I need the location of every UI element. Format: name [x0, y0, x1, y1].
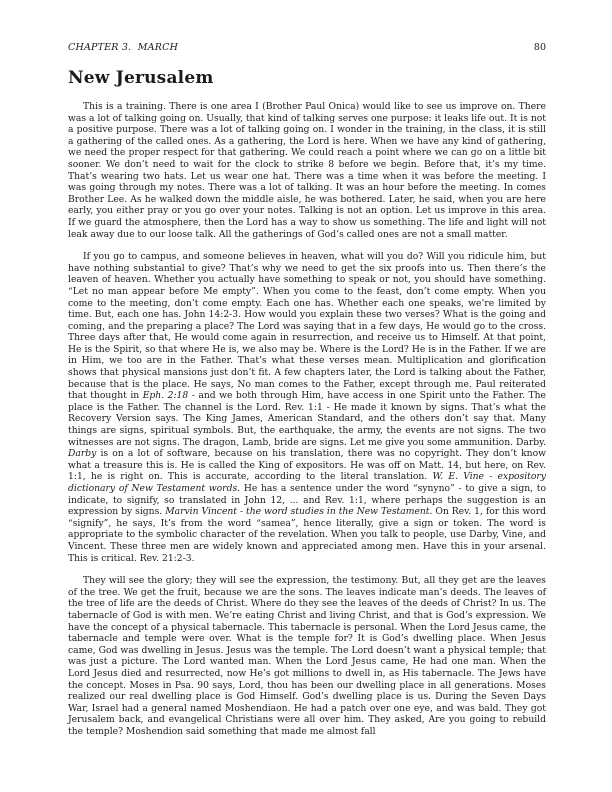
document-body [68, 101, 546, 737]
italic-text-run: Eph. 2:18 [142, 390, 189, 402]
italic-text-run: Marvin Vincent - the word studies in the New Testament. [165, 506, 433, 518]
text-run: He has a sentence under the word “synyno” - to give a sign, to indicate, to signify, so translated in John 12, ... and Rev. 1:1, where perhaps the suggestion is an expression by signs. [68, 483, 546, 518]
paragraph [68, 575, 546, 737]
text-run: They will see the glory; they will see the expression, the testimony. But, all they get are the leaves of the tree. We get the fruit, because we are the sons. The leaves indicate man’s deeds. The leaves of the tree of life are the deeds of Christ. Where do they see the leaves of the deeds of Christ? In us. The tabernacle of God is with men. We’re eating Christ and living Christ, and that is God’s expression. We have the concept of a physical tabernacle. This tabernacle is personal. When the Lord Jesus came, the tabernacle and temple were over. What is the temple for? It is God’s dwelling place. When Jesus came, God was dwelling in Jesus. Jesus was the temple. The Lord doesn’t want a physical temple; that was just a picture. The Lord wanted man. When the Lord Jesus came, He had one man. When the Lord Jesus died and resurrected, now He’s got millions to dwell in, as His tabernacle. The Jews have the concept. Moses in Psa. 90 says, Lord, thou has been our dwelling place in all generations. Moses realized our real dwelling place is God Himself. God’s dwelling place is us. During the Seven Days War, Israel had a general named Moshendiaon. He had a patch over one eye, and was bald. They got Jerusalem back, and evangelical Christians were all over him. They asked, Are you going to rebuild the temple? Moshendion said something that made me almost fall [68, 575, 546, 737]
italic-text-run: Darby [68, 448, 97, 460]
page-title: New Jerusalem [68, 68, 214, 88]
paragraph [68, 101, 546, 240]
text-run: - and we both through Him, have access in one Spirit unto the Father. The place is the Father. The channel is the Lord. Rev. 1:1 - He made it known by signs. That’s what the Recovery Version says. The King James, American Standard, and the others don’t say that. Many things are signs, spiritual symbols. But, the earthquake, the army, the events are not signs. The two witnesses are not signs. The dragon, Lamb, bride are signs. Let me give you some ammunition. Darby. [68, 390, 546, 448]
running-header [68, 42, 546, 53]
text-run: is on a lot of software, because on his translation, there was no copyright. They don’t know what a treasure this is. He is called the King of expositors. He was off on Matt. 14, but here, on Rev. 1:1, he is right on. This is accurate, according to the literal translation. [68, 448, 546, 483]
page-number: 80 [533, 42, 546, 53]
italic-text-run: W. E. Vine - expository dictionary of New Testament words. [68, 471, 546, 494]
text-run: If you go to campus, and someone believes in heaven, what will you do? Will you ridicule him, but have nothing substantial to give? That’s why we need to get the six proofs into us. Then there’s the leaven of heaven. Whether you actually have something to speak or not, you should have something. “Let no man appear before Me empty”. When you come to the feast, don’t come empty. When you come to the meeting, don’t come empty. Each one has. Whether each one speaks, we’re limited by time. But, each one has. John 14:2-3. How would you explain these two verses? What is the going and coming, and the preparing a place? The Lord was saying that in a few days, He would go to the cross. Three days after that, He would come again in resurrection, and receive us to Himself. At that point, He is the Spirit, so that where He is, we also may be. Where is the Lord? He is in the Father. If we are in Him, we too are in the Father. That’s what these verses mean. Multiplication and glorification shows that physical mansions just don’t fit. A few chapters later, the Lord is talking about the Father, because that is the place. He says, No man comes to the Father, except through me. Paul reiterated that thought in [68, 251, 546, 402]
page-content [68, 42, 546, 737]
text-run: This is a training. There is one area I (Brother Paul Onica) would like to see us improve on. There was a lot of talking going on. Usually, that kind of talking serves one purpose: it leaks life out. It is not a positive purpose. There was a lot of talking going on. I wonder in the training, in the class, it is still a gathering of the called ones. As a gathering, the Lord is here. When we have any kind of gathering, we need the proper respect for that gathering. We could reach a point where we can go on a little bit sooner. We don’t need to wait for the clock to strike 8 before we begin. Before that, it’s my time. That’s wearing two hats. Let us wear one hat. There was a time when it was before the meeting. I was going through my notes. There was a lot of talking. It was an hour before the meeting. In comes Brother Lee. As he walked down the middle aisle, he was bothered. Later, he said, when you are here early, you either pray or you go over your notes. Talking is not an option. Let us improve in this area. If we guard the atmosphere, then the Lord has a way to show us something. The life and light will not leak away due to our loose talk. All the gatherings of God’s called ones are not a small matter. [68, 101, 546, 240]
text-run: On Rev. 1, for this word “signify”, he says, It’s from the word “samea”, hence literally, give a sign or token. The word is appropriate to the symbolic character of the revelation. When you talk to people, use Darby, Vine, and Vincent. These three men are widely known and appreciated among men. Have this in your arsenal. This is critical. Rev. 21:2-3. [68, 506, 546, 564]
chapter-running-head: CHAPTER 3. MARCH [68, 42, 179, 53]
paragraph [68, 251, 546, 564]
